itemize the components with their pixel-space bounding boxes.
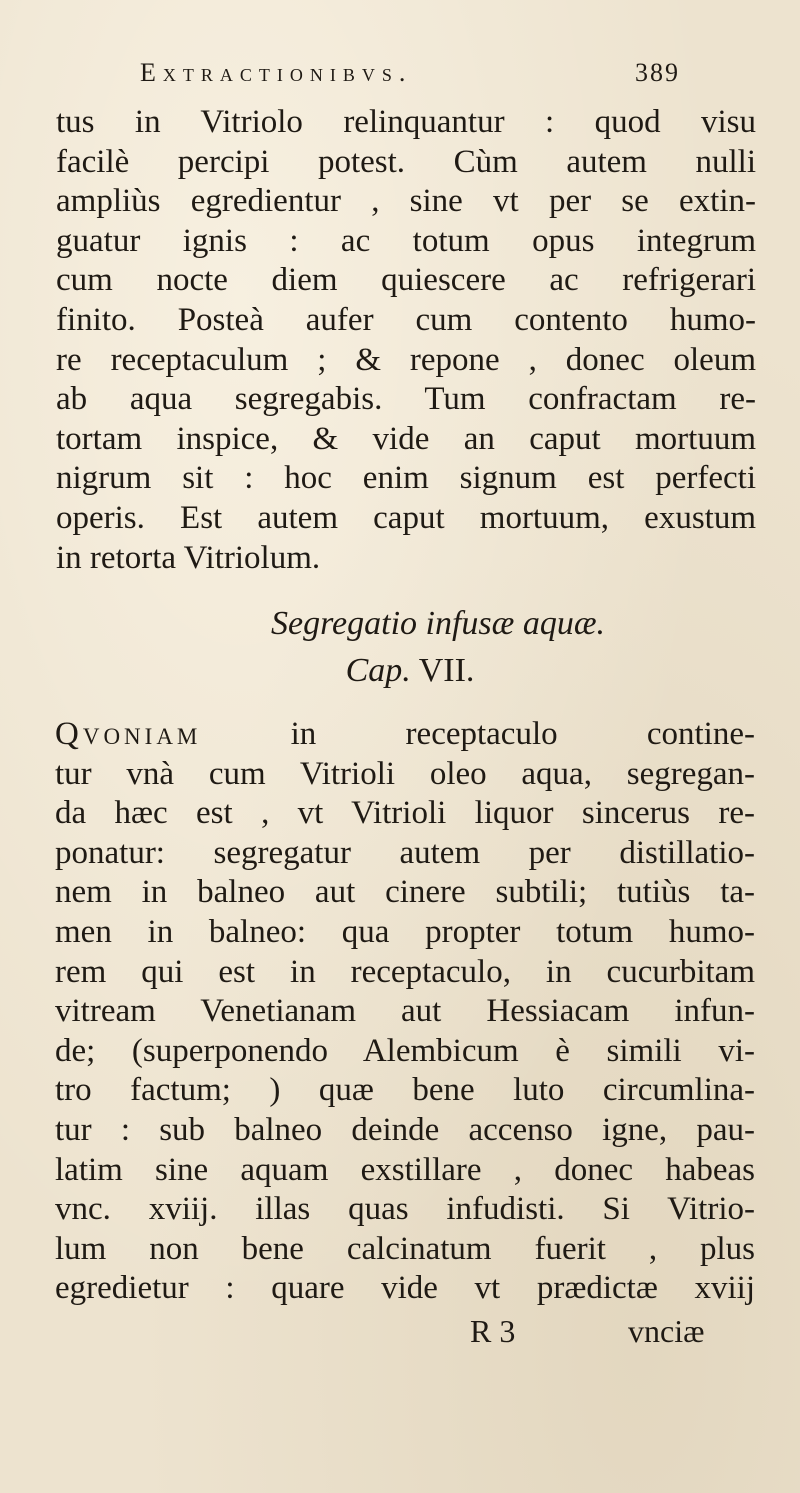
section-title: Segregatio infusæ aquæ. bbox=[270, 605, 606, 642]
catchword: vnciæ bbox=[628, 1313, 705, 1349]
page-number: 389 bbox=[635, 58, 680, 87]
text-line: vnc. xviij. illas quas infudisti. Si Vitrio- bbox=[55, 1191, 755, 1228]
text-line: da hæc est , vt Vitrioli liquor sincerus re- bbox=[55, 795, 755, 832]
text-line: egredietur : quare vide vt prædictæ xviij bbox=[55, 1270, 755, 1307]
running-head bbox=[140, 58, 680, 98]
text-line: ab aqua segregabis. Tum confractam re- bbox=[56, 381, 756, 418]
text-line: ponatur: segregatur autem per distillatio- bbox=[55, 834, 755, 871]
text-line: tus in Vitriolo relinquantur : quod visu bbox=[56, 104, 756, 140]
text-line: in retorta Vitriolum. bbox=[56, 539, 321, 576]
paragraph-continued bbox=[56, 103, 756, 578]
signature-mark: R 3 bbox=[470, 1313, 516, 1349]
chapter-heading bbox=[10, 652, 800, 690]
text-line: tur vnà cum Vitrioli oleo aqua, segregan- bbox=[55, 755, 755, 792]
initial-word: Qvoniam bbox=[55, 716, 202, 752]
text-line: de; (superponendo Alembicum è simili vi- bbox=[55, 1032, 755, 1069]
chapter-paragraph bbox=[55, 715, 755, 1309]
text-line: tro factum; ) quæ bene luto circumlina- bbox=[55, 1072, 755, 1109]
running-title: Extractionibvs. bbox=[140, 58, 413, 87]
first-line-rest: in receptaculo contine- bbox=[290, 716, 755, 752]
text-line: rem qui est in receptaculo, in cucurbitam bbox=[55, 953, 755, 990]
text-line: operis. Est autem caput mortuum, exustum bbox=[56, 499, 756, 536]
text-line: re receptaculum ; & repone , donec oleum bbox=[56, 341, 756, 378]
text-line: tur : sub balneo deinde accenso igne, pau- bbox=[55, 1111, 755, 1148]
text-line: cum nocte diem quiescere ac refrigerari bbox=[56, 262, 756, 299]
text-line: men in balneo: qua propter totum humo- bbox=[55, 913, 755, 950]
text-line: latim sine aquam exstillare , donec habeas bbox=[55, 1151, 755, 1188]
text-line: guatur ignis : ac totum opus integrum bbox=[56, 222, 756, 259]
text-line: finito. Posteà aufer cum contento humo- bbox=[56, 301, 756, 338]
text-line-first bbox=[55, 715, 755, 755]
text-line: facilè percipi potest. Cùm autem nulli bbox=[56, 143, 756, 180]
chapter-number: VII. bbox=[418, 652, 475, 689]
text-line: tortam inspice, & vide an caput mortuum bbox=[56, 420, 756, 457]
text-line: nigrum sit : hoc enim signum est perfecti bbox=[56, 460, 756, 497]
text-line: nem in balneo aut cinere subtili; tutiùs ta- bbox=[55, 874, 755, 911]
text-line: vitream Venetianam aut Hessiacam infun- bbox=[55, 993, 755, 1030]
text-line: ampliùs egredientur , sine vt per se extin- bbox=[56, 183, 756, 220]
text-line: lum non bene calcinatum fuerit , plus bbox=[55, 1230, 755, 1267]
chapter-label: Cap. bbox=[345, 652, 411, 689]
